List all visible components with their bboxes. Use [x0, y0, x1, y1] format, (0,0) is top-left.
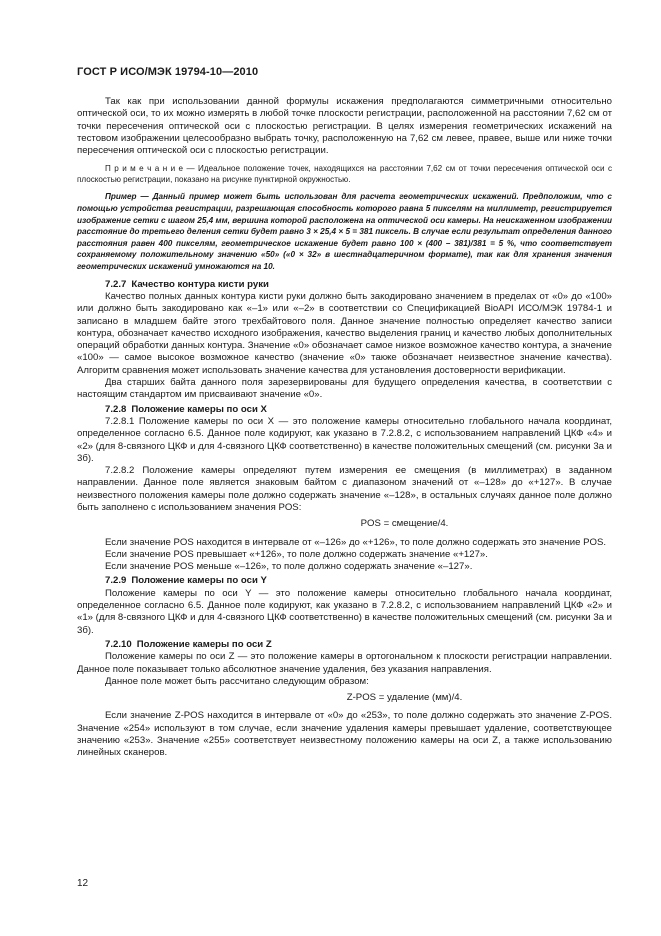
- paragraph: 7.2.8.2 Положение камеры определяют путем измерения ее смещения (в миллиметрах) в заданном направлении. Данное поле является знаковым байтом с диапазоном значений от «–128» до «+127». В случае неизвестного положения камеры поле должно содержать значение «–128», в остальных случаях данное поле должно быть заполнено с использованием значения POS:: [77, 465, 612, 513]
- section-heading-7-2-9: [77, 575, 612, 587]
- section-number: 7.2.8: [105, 403, 127, 415]
- document-header: ГОСТ Р ИСО/МЭК 19794-10—2010: [77, 66, 259, 78]
- example-paragraph: Пример — Данный пример может быть использован для расчета геометрических искажений. Предположим, что с помощью устройства регистрации, разрешающая способность которого равна 5 пикселям на миллиметр, регистрируется изображение сетки с шагом 25,4 мм, вершина которой расположена на оптической оси камеры. На неискаженном изображении расстояние до третьего деления сетки будет равно 3 × 25,4 × 5 = 381 пиксель. В случае если результат определения данного расстояния равен 400 пикселям, геометрическое искажение будет равно 100 × (400 – 381)/381 = 5 %, что соответствует сохраняемому положительному значению «50» («0 × 32» в шестнадцатеричном формате), так как для хранения значения геометрических искажений умножаются на 10.: [77, 192, 612, 272]
- formula: Z-POS = удаление (мм)/4.: [346, 692, 463, 704]
- section-heading-7-2-8: [77, 404, 612, 416]
- section-number: 7.2.7: [105, 278, 127, 290]
- section-title: Положение камеры по оси Y: [131, 575, 267, 587]
- section-title: Положение камеры по оси Z: [136, 638, 272, 650]
- section-number: 7.2.10: [105, 638, 132, 650]
- section-heading-7-2-7: [77, 279, 612, 291]
- paragraph: Данное поле может быть рассчитано следующим образом:: [105, 675, 369, 687]
- paragraph: Так как при использовании данной формулы искажения предполагаются симметричными относительно оптической оси, то их можно измерять в любой точке плоскости регистрации, расположенной на расстоянии 7,62 см от точки пересечения оптической оси с плоскостью регистрации. В целях измерения геометрических искажений на тестовом изображении целесообразно выбрать точку, расположенную на 7,62 см левее, правее, выше или ниже точки пересечения оптической оси с плоскостью регистрации.: [77, 96, 612, 157]
- section-title: Положение камеры по оси X: [131, 403, 267, 415]
- page-number: 12: [77, 878, 89, 889]
- paragraph: Если значение POS превышает «+126», то поле должно содержать значение «+127».: [105, 548, 488, 560]
- formula: POS = смещение/4.: [360, 518, 449, 530]
- section-number: 7.2.9: [105, 575, 127, 587]
- paragraph: Если значение POS находится в интервале от «–126» до «+126», то поле должно содержать это значение POS.: [105, 536, 607, 548]
- paragraph: Качество полных данных контура кисти руки должно быть закодировано значением в пределах от «0» до «100» или должно быть закодировано как «–1» или «–2» в соответствии со Спецификацией BioAPI ИСО/МЭК 19784-1 и записано в младшем байте этого трехбайтового поля. Данное значение полностью определяет качество записи контура, обозначает качество исходного изображения, качество выделения границ и качество любых дополнительных операций обработки данных контура. Значение «0» обозначает самое низкое возможное качество контура, а значение «100» — самое высокое возможное качество (значение «0» также обозначает неизвестное значение качества). Алгоритм сравнения может использовать значение качества для установления достоверности верификации.: [77, 290, 612, 376]
- paragraph: 7.2.8.1 Положение камеры по оси X — это положение камеры относительно глобального начала координат, определенное согласно 6.5. Данное поле кодируют, как указано в 7.2.8.2, с использованием направлений ЦКФ «4» и «2» (для 8-связного ЦКФ и для 4-связного ЦКФ соответственно) в качестве положительных смещений (см. рисунки 3а и 3б).: [77, 415, 613, 464]
- section-title: Качество контура кисти руки: [131, 278, 269, 290]
- paragraph: Положение камеры по оси Y — это положение камеры относительно глобального начала координат, определенное согласно 6.5. Данное поле кодируют, как указано в 7.2.8.2, с использованием направлений ЦКФ «2» и «1» (для 8-связного ЦКФ и для 4-связного ЦКФ соответственно) в качестве положительных смещений (см. рисунки 3а и 3б).: [77, 587, 613, 636]
- paragraph: Если значение POS меньше «–126», то поле должно содержать значение «–127».: [105, 561, 473, 573]
- paragraph: Два старших байта данного поля зарезервированы для будущего определения качества, в соответствии с настоящим стандартом им присваивают значение «0».: [77, 377, 612, 401]
- note-paragraph: П р и м е ч а н и е — Идеальное положение точек, находящихся на расстоянии 7,62 см от точки пересечения оптической оси с плоскостью регистрации, показано на рисунке пунктирной окружностью.: [77, 164, 612, 185]
- paragraph: Если значение Z-POS находится в интервале от «0» до «253», то поле должно содержать это значение Z-POS. Значение «254» используют в том случае, если значение удаления камеры превышает удаление, соответствующее значению «253». Значение «255» соответствует неизвестному положению камеры на оси Z, а также использованию линейных сканеров.: [77, 710, 612, 759]
- document-body: [77, 96, 612, 760]
- section-heading-7-2-10: [77, 639, 612, 651]
- paragraph: Положение камеры по оси Z — это положение камеры в ортогональном к плоскости регистрации направлении. Данное поле показывает только абсолютное значение удаления, без указания направления.: [77, 651, 612, 675]
